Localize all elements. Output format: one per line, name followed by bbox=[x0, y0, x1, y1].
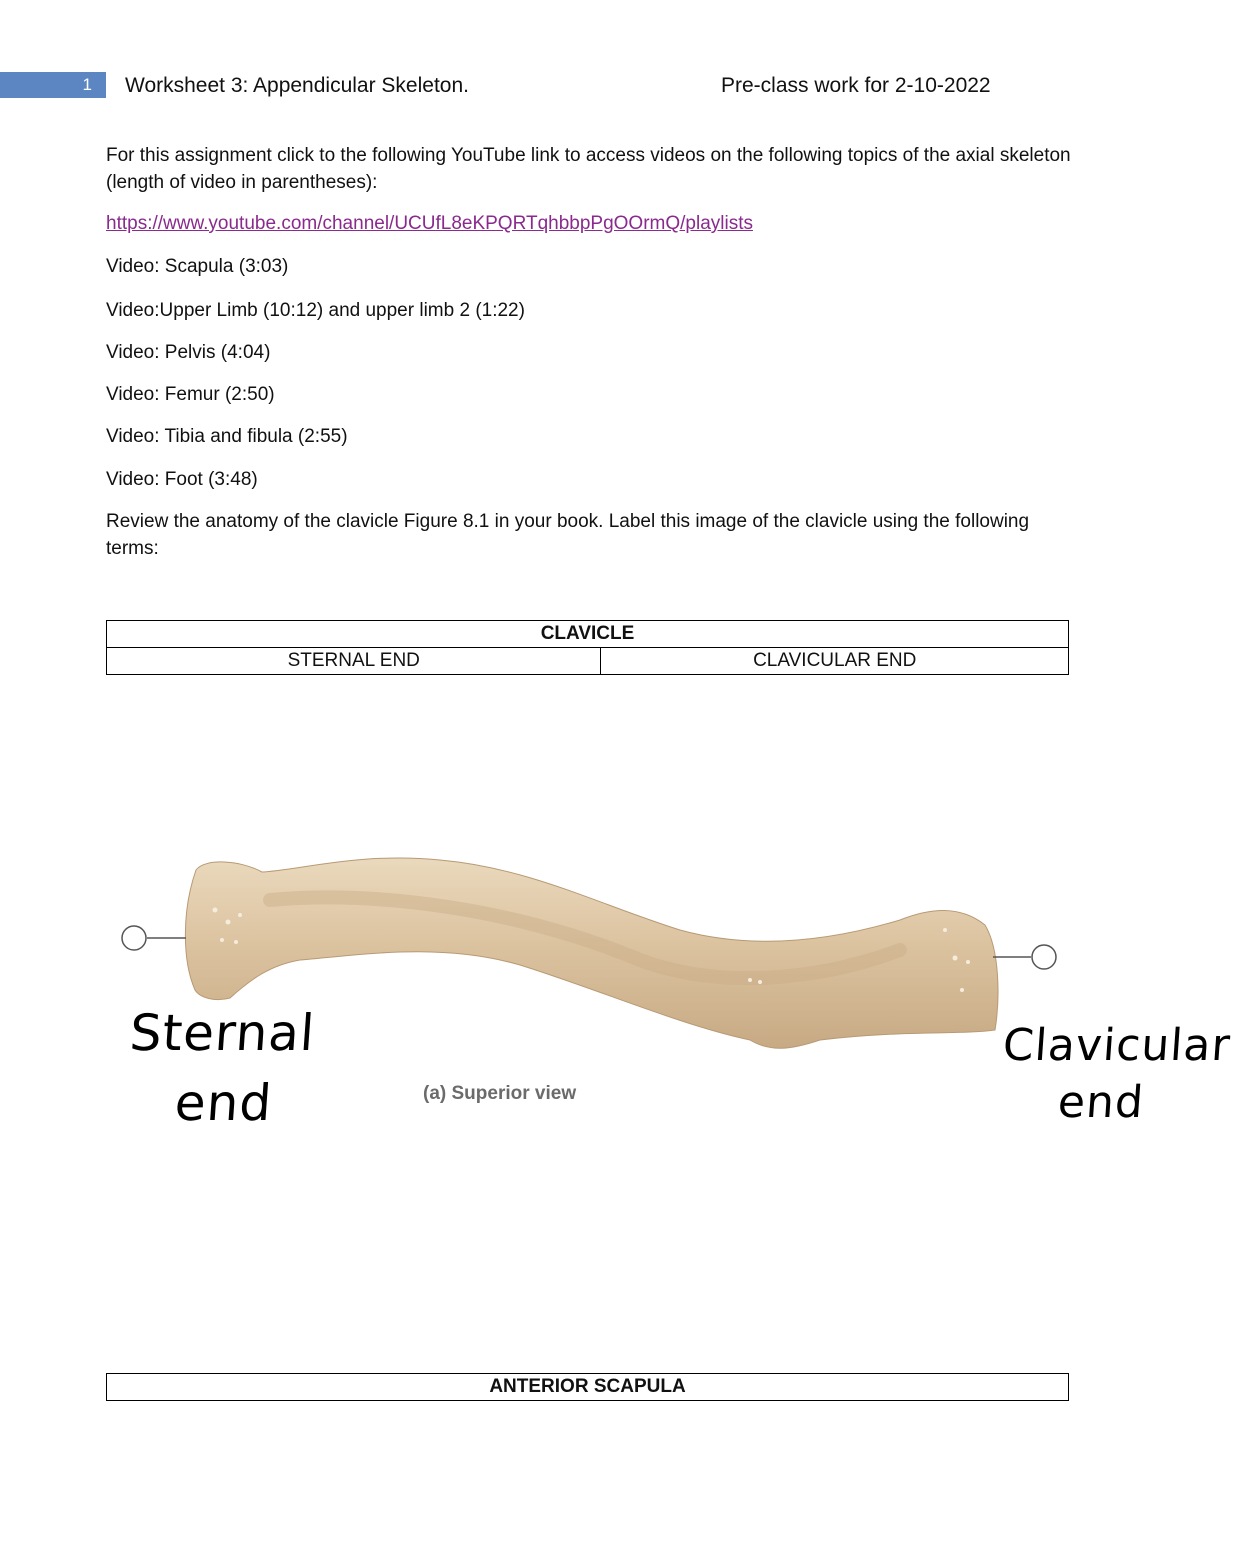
video-item-upper-limb: Video:Upper Limb (10:12) and upper limb 2 (1:22) bbox=[106, 300, 525, 321]
scapula-table-heading: ANTERIOR SCAPULA bbox=[107, 1374, 1069, 1401]
video-item-tibia-fibula: Video: Tibia and fibula (2:55) bbox=[106, 426, 348, 447]
video-item-femur: Video: Femur (2:50) bbox=[106, 384, 275, 405]
youtube-link[interactable]: https://www.youtube.com/channel/UCUfL8eKPQRTqhbbpPgOOrmQ/playlists bbox=[106, 213, 753, 234]
page-number-badge: 1 bbox=[0, 72, 106, 98]
handwritten-clavicular-end: end bbox=[1056, 1077, 1146, 1128]
video-item-foot: Video: Foot (3:48) bbox=[106, 469, 258, 490]
header-date: Pre-class work for 2-10-2022 bbox=[721, 74, 991, 97]
video-item-scapula: Video: Scapula (3:03) bbox=[106, 256, 289, 277]
figure-caption: (a) Superior view bbox=[423, 1083, 577, 1104]
scapula-terms-table bbox=[106, 1373, 1069, 1401]
handwritten-sternal: Sternal bbox=[127, 1004, 318, 1062]
header-title: Worksheet 3: Appendicular Skeleton. bbox=[125, 74, 469, 97]
clavicle-table-heading: CLAVICLE bbox=[107, 621, 1069, 648]
label-marker-left bbox=[122, 926, 146, 950]
intro-paragraph: For this assignment click to the following YouTube link to access videos on the following topics of the axial skeleton (length of video in parentheses): bbox=[106, 145, 1071, 193]
handwritten-sternal-end: end bbox=[172, 1074, 275, 1132]
video-item-pelvis: Video: Pelvis (4:04) bbox=[106, 342, 271, 363]
term-sternal-end: STERNAL END bbox=[107, 648, 601, 675]
review-instructions: Review the anatomy of the clavicle Figure 8.1 in your book. Label this image of the clavicle using the following terms: bbox=[106, 511, 1030, 559]
clavicle-terms-table bbox=[106, 620, 1069, 675]
term-clavicular-end: CLAVICULAR END bbox=[601, 648, 1069, 675]
label-marker-right bbox=[1032, 945, 1056, 969]
handwritten-clavicular: Clavicular bbox=[1001, 1020, 1233, 1071]
